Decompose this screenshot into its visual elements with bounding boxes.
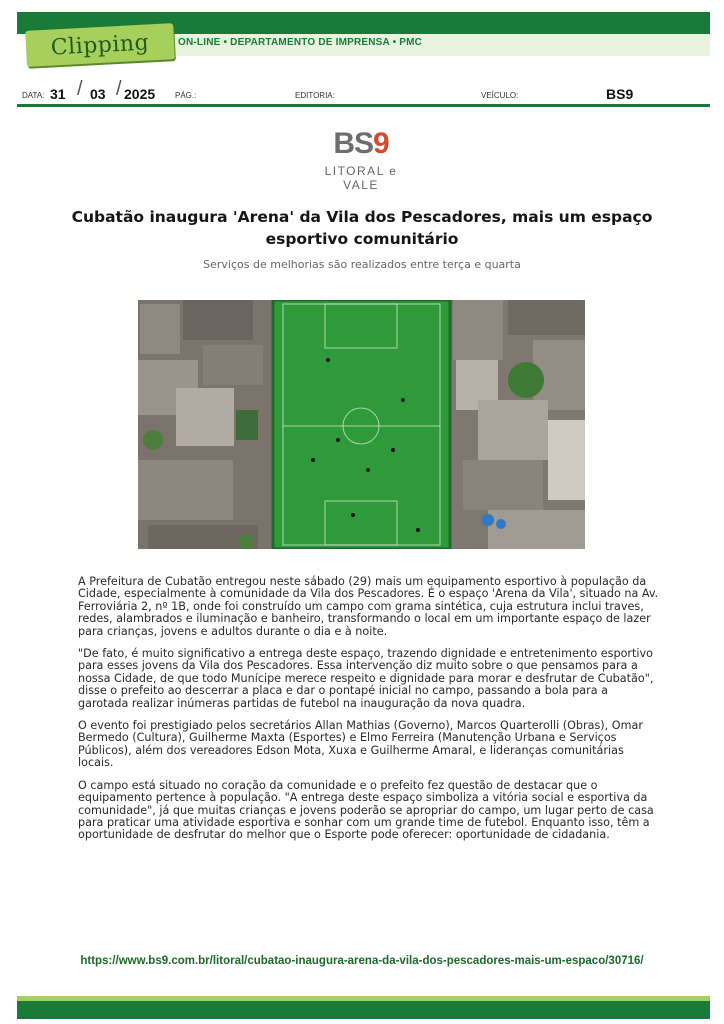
logo-tagline: LITORAL e VALE bbox=[324, 164, 398, 192]
article-photo bbox=[138, 300, 585, 549]
date-label: DATA: bbox=[22, 91, 45, 100]
vehicle-label: VEÍCULO: bbox=[481, 91, 519, 100]
bs9-logo-mark bbox=[305, 128, 417, 160]
article-paragraph: O campo está situado no coração da comunidade e o prefeito fez questão de destacar que o equipamento pertence à população. "A entrega deste espaço simboliza a vitória social e esportiva da comunidade", já que muitas crianças e jovens poderão se apropriar do campo, um lugar perto de casa para praticar uma atividade esportiva e sonhar com um grande time de futebol. Enquanto isso, têm a oportunidade de desfrutar do melhor que o Esporte pode oferecer: oportunidade de cidadania. bbox=[78, 778, 654, 842]
date-year: 2025 bbox=[124, 86, 156, 102]
article-paragraph: "De fato, é muito significativo a entrega deste espaço, trazendo dignidade e entretenimento esportivo para esses jovens da Vila dos Pescadores. Essa intervenção diz muito sobre o que pensamos para a nossa Cidade, de que todo Munícipe merece respeito e dignidade para morar e desfrutar de Cubatão", disse o prefeito ao descerrar a placa e dar o pontapé inicial no campo, passando a bola para a garotada realizar inúmeras partidas de futebol na inauguração da nova quadra. bbox=[78, 647, 654, 710]
page-label: PÁG.: bbox=[175, 91, 197, 100]
meta-divider bbox=[17, 104, 710, 107]
footer-band bbox=[17, 1001, 710, 1019]
meta-row bbox=[20, 78, 710, 104]
clipping-badge bbox=[25, 23, 175, 67]
date-day: 31 bbox=[50, 86, 66, 102]
source-url-link[interactable]: https://www.bs9.com.br/litoral/cubatao-inaugura-arena-da-vila-dos-pescadores-mais-um-espaco/30716/ bbox=[80, 955, 644, 967]
article-headline: Cubatão inaugura 'Arena' da Vila dos Pescadores, mais um espaço esportivo comunitário bbox=[71, 208, 653, 248]
article-paragraph: O evento foi prestigiado pelos secretários Allan Mathias (Governo), Marcos Quarterolli (Obras), Omar Bermedo (Cultura), Guilherme Maxta (Esportes) e Elmo Ferreira (Manutenção Urbana e Serviços Públicos), além dos vereadores Edson Mota, Xuxa e Guilherme Amaral, e lideranças comunitárias locais. bbox=[78, 719, 643, 770]
logo-nine: 9 bbox=[373, 127, 389, 160]
logo-bs: BS bbox=[333, 127, 373, 160]
article-subhead: Serviços de melhorias são realizados entre terça e quarta bbox=[203, 258, 521, 271]
date-separator: / bbox=[77, 78, 83, 100]
vehicle-value: BS9 bbox=[606, 86, 634, 102]
bs9-logo bbox=[305, 128, 417, 192]
article-body bbox=[78, 576, 660, 852]
article-paragraph: A Prefeitura de Cubatão entregou neste sábado (29) mais um equipamento esportivo à população da Cidade, especialmente à comunidade da Vila dos Pescadores. É o espaço 'Arena da Vila', situado na Av. Ferroviária 2, nº 1B, onde foi construído um campo com grama sintética, cuja estrutura inclui traves, redes, alambrados e iluminação e banheiro, transformando o local em um importante espaço de lazer para crianças, jovens e adultos durante o dia e à noite. bbox=[78, 575, 659, 638]
header-subtitle: ON-LINE • DEPARTAMENTO DE IMPRENSA • PMC bbox=[178, 37, 423, 48]
date-separator: / bbox=[116, 78, 122, 100]
date-month: 03 bbox=[90, 86, 106, 102]
section-label: EDITORIA: bbox=[295, 91, 335, 100]
clipping-badge-label: Clipping bbox=[50, 29, 150, 61]
aerial-field-illustration bbox=[138, 300, 585, 549]
